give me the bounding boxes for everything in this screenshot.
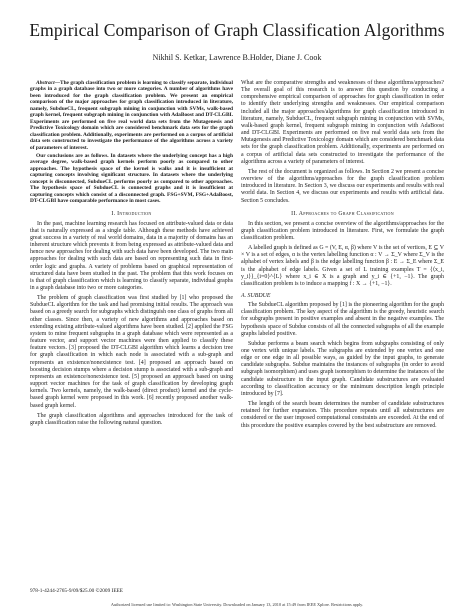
paper-title: Empirical Comparison of Graph Classification Algorithms xyxy=(29,20,445,40)
intro-continued-paragraph-2: The rest of the document is organized as follows. In Section 2 we present a concise overview of the algorithms/approaches for the graph classification problem introduced in literature. In Section 3, we discuss our experiments and results with real world data. In Section 4, we discuss our experiments and results with artificial data. Section 5 concludes. xyxy=(241,168,444,204)
paper-authors: Nikhil S. Ketkar, Lawrence B.Holder, Diane J. Cook xyxy=(152,53,322,62)
approaches-paragraph-2: A labelled graph is defined as G = (V, E, α, β) where V is the set of vertices, E ⊆ V × V is a set of edges, α is the vertex labelling function α : V → Σ_V where Σ_V is the alphabet of vertex labels and β is the edge labelling function β : E → Σ_E where Σ_E is the alphabet of edge labels. Given a set of L training examples T = {⟨x_i, y_i⟩}_{i=0}^{L} where x_i ∈ X is a graph and y_i ∈ {+1, −1}. The graph classification problem is to induce a mapping f : X → {+1, −1}. xyxy=(241,245,444,287)
intro-continued-paragraph-1: What are the comparative strengths and weaknesses of these algorithms/approaches? The overall goal of this research is to answer this question by conducting a comprehensive empirical comparison of approaches for graph classification in order to identify their underlying strengths and weaknesses. Our empirical comparison included all the major approaches/algorithms for graph classification introduced in literature, namely, SubdueCL, frequent subgraph mining in conjunction with SVMs, walk-based graph kernel, frequent subgraph mining in conjunction with AdaBoost and DT-CLGBI. Experiments are performed on five real world data sets from the Mutagenesis and Predictive Toxicology domain which are considered benchmark data sets for the graph classification problem. Additionally, experiments are performed on a corpus of artificial data sets constructed to investigate the performance of the algorithms across a variety of parameters of interest. xyxy=(241,80,444,165)
abstract-label: Abstract xyxy=(36,80,55,86)
intro-paragraph-2: The problem of graph classification was first studied by [1] who proposed the SubdueCL algorithm for the task and had promising initial results. The approach was based on a greedy search for subgraphs which distinguish one class of graphs from all other classes. Since then, a variety of new algorithms and approaches based on extending existing attribute-valued algorithms have been studied. [2] applied the FSG system to mine frequent subgraphs in a graph database which were represented as a feature vector, and support vector machines were then applied to classify these feature vectors. [3] proposed the DT-CLGBI algorithm which learns a decision tree for graph classification in which each node is associated with a sub-graph and represents an existence/nonexistence test. [4] proposed an approach based on boosting decision stumps where a decision stump is associated with a sub-graph and represents an existence/nonexistence test. [5] proposed an approach based on using support vector machines for the task of graph classification by developing graph kernels. Two kernels, namely, the walk-based (direct product) kernel and the cycle-based graph kernel were proposed in this work. [6] recently proposed another walk-based graph kernel. xyxy=(30,295,233,409)
abstract-text-1: —The graph classification problem is learning to classify separate, individual graphs in a graph database into two or more categories. A number of algorithms have been introduced for the graph classification problem. We present an empirical comparison of the major approaches for graph classification introduced in literature, namely, SubdueCL, frequent subgraph mining in conjunction with SVMs, walk-based graph kernel, frequent subgraph mining in conjunction with AdaBoost and DT-CLGBI. Experiments are performed on five real world data sets from the Mutagenesis and Predictive Toxicology domain which are considered benchmark data sets for the graph classification problem. Additionally, experiments are performed on a corpus of artificial data sets constructed to investigate the performance of the algorithms across a variety of parameters of interest. xyxy=(30,80,233,151)
approaches-paragraph-1: In this section, we present a concise overview of the algorithms/approaches for the graph classification problem introduced in literature. First, we formulate the graph classification problem. xyxy=(241,220,444,241)
footer-isbn: 978-1-4244-2765-9/09/$25.00 ©2009 IEEE xyxy=(30,588,124,594)
subsection-heading-subdue: A. SUBDUE xyxy=(241,293,271,300)
section-heading-approaches: II. Approaches to Graph Classification xyxy=(291,210,394,217)
abstract xyxy=(30,80,233,205)
intro-paragraph-1: In the past, machine learning research has focused on attribute-valued data or data that is naturally expressed as a single table. Although these methods have achieved great success in a variety of real world domains, data in a majority of domains has an inherent structure which prevents it from being expressed as attribute-valued data and hence new approaches for dealing with such data have been developed. The two main approaches for dealing with such data are based on representing such data in first-order logic and graphs. A variety of problems based on graphical representation of structured data have been studied in the past. The problem that this work focuses on is that of graph classification which is learning to classify separate, individual graphs in a graph database into two or more categories. xyxy=(30,220,233,292)
abstract-paragraph-1 xyxy=(30,80,233,151)
subdue-paragraph-1: The SubdueCL algorithm proposed by [1] is the pioneering algorithm for the graph classification problem. The key aspect of the algorithm is the greedy, heuristic search for subgraphs present in positive examples and absent in the negative examples. The hypothesis space of Subdue consists of all the connected subgraphs of all the example graphs labeled positive. xyxy=(241,302,444,337)
subdue-paragraph-3: The length of the search beam determines the number of candidate substructures retained for further expansion. This procedure repeats until all substructures are considered or the user imposed computational constraints are exceeded. At the end of this procedure the positive examples covered by the best substructure are removed. xyxy=(241,401,444,429)
left-column xyxy=(30,80,233,430)
section-heading-introduction: I. Introduction xyxy=(111,210,152,217)
footer-authorized-use: Authorized licensed use limited to: Washington State University. Downloaded on January 13, 2010 at 15:49 from IEEE Xplore. Restrictions apply. xyxy=(110,602,364,607)
right-column xyxy=(241,80,444,433)
abstract-paragraph-2: Our conclusions are as follows. In datasets where the underlying concept has a high average degree, walk-based graph kernels perform poorly as compared to other approaches. The hypothesis space of the kernel is walks and it is insufficient at capturing concepts involving significant structure. In datasets where the underlying concept is disconnected, SubdueCL performs poorly as compared to other approaches. The hypothesis space of SubdueCL is connected graphs and it is insufficient at capturing concepts which consist of a disconnected graph. FSG+SVM, FSG+AdaBoost, DT-CLGBI have comparable performance in most cases. xyxy=(30,152,233,205)
subdue-paragraph-2: Subdue performs a beam search which begins from subgraphs consisting of only one vertex with unique labels. The subgraphs are extended by one vertex and one edge or one edge in all possible ways, as guided by the input graphs, to generate candidate subgraphs. Subdue maintains the instances of subgraphs (in order to avoid subgraph isomorphism) and uses graph isomorphism to determine the instances of the candidate substructure in the input graph. Candidate substructures are evaluated according to classification accuracy or the minimum description length principle introduced by [7]. xyxy=(241,340,444,397)
intro-paragraph-3: The graph classification algorithms and approaches introduced for the task of graph classification raise the following natural question. xyxy=(30,412,233,426)
